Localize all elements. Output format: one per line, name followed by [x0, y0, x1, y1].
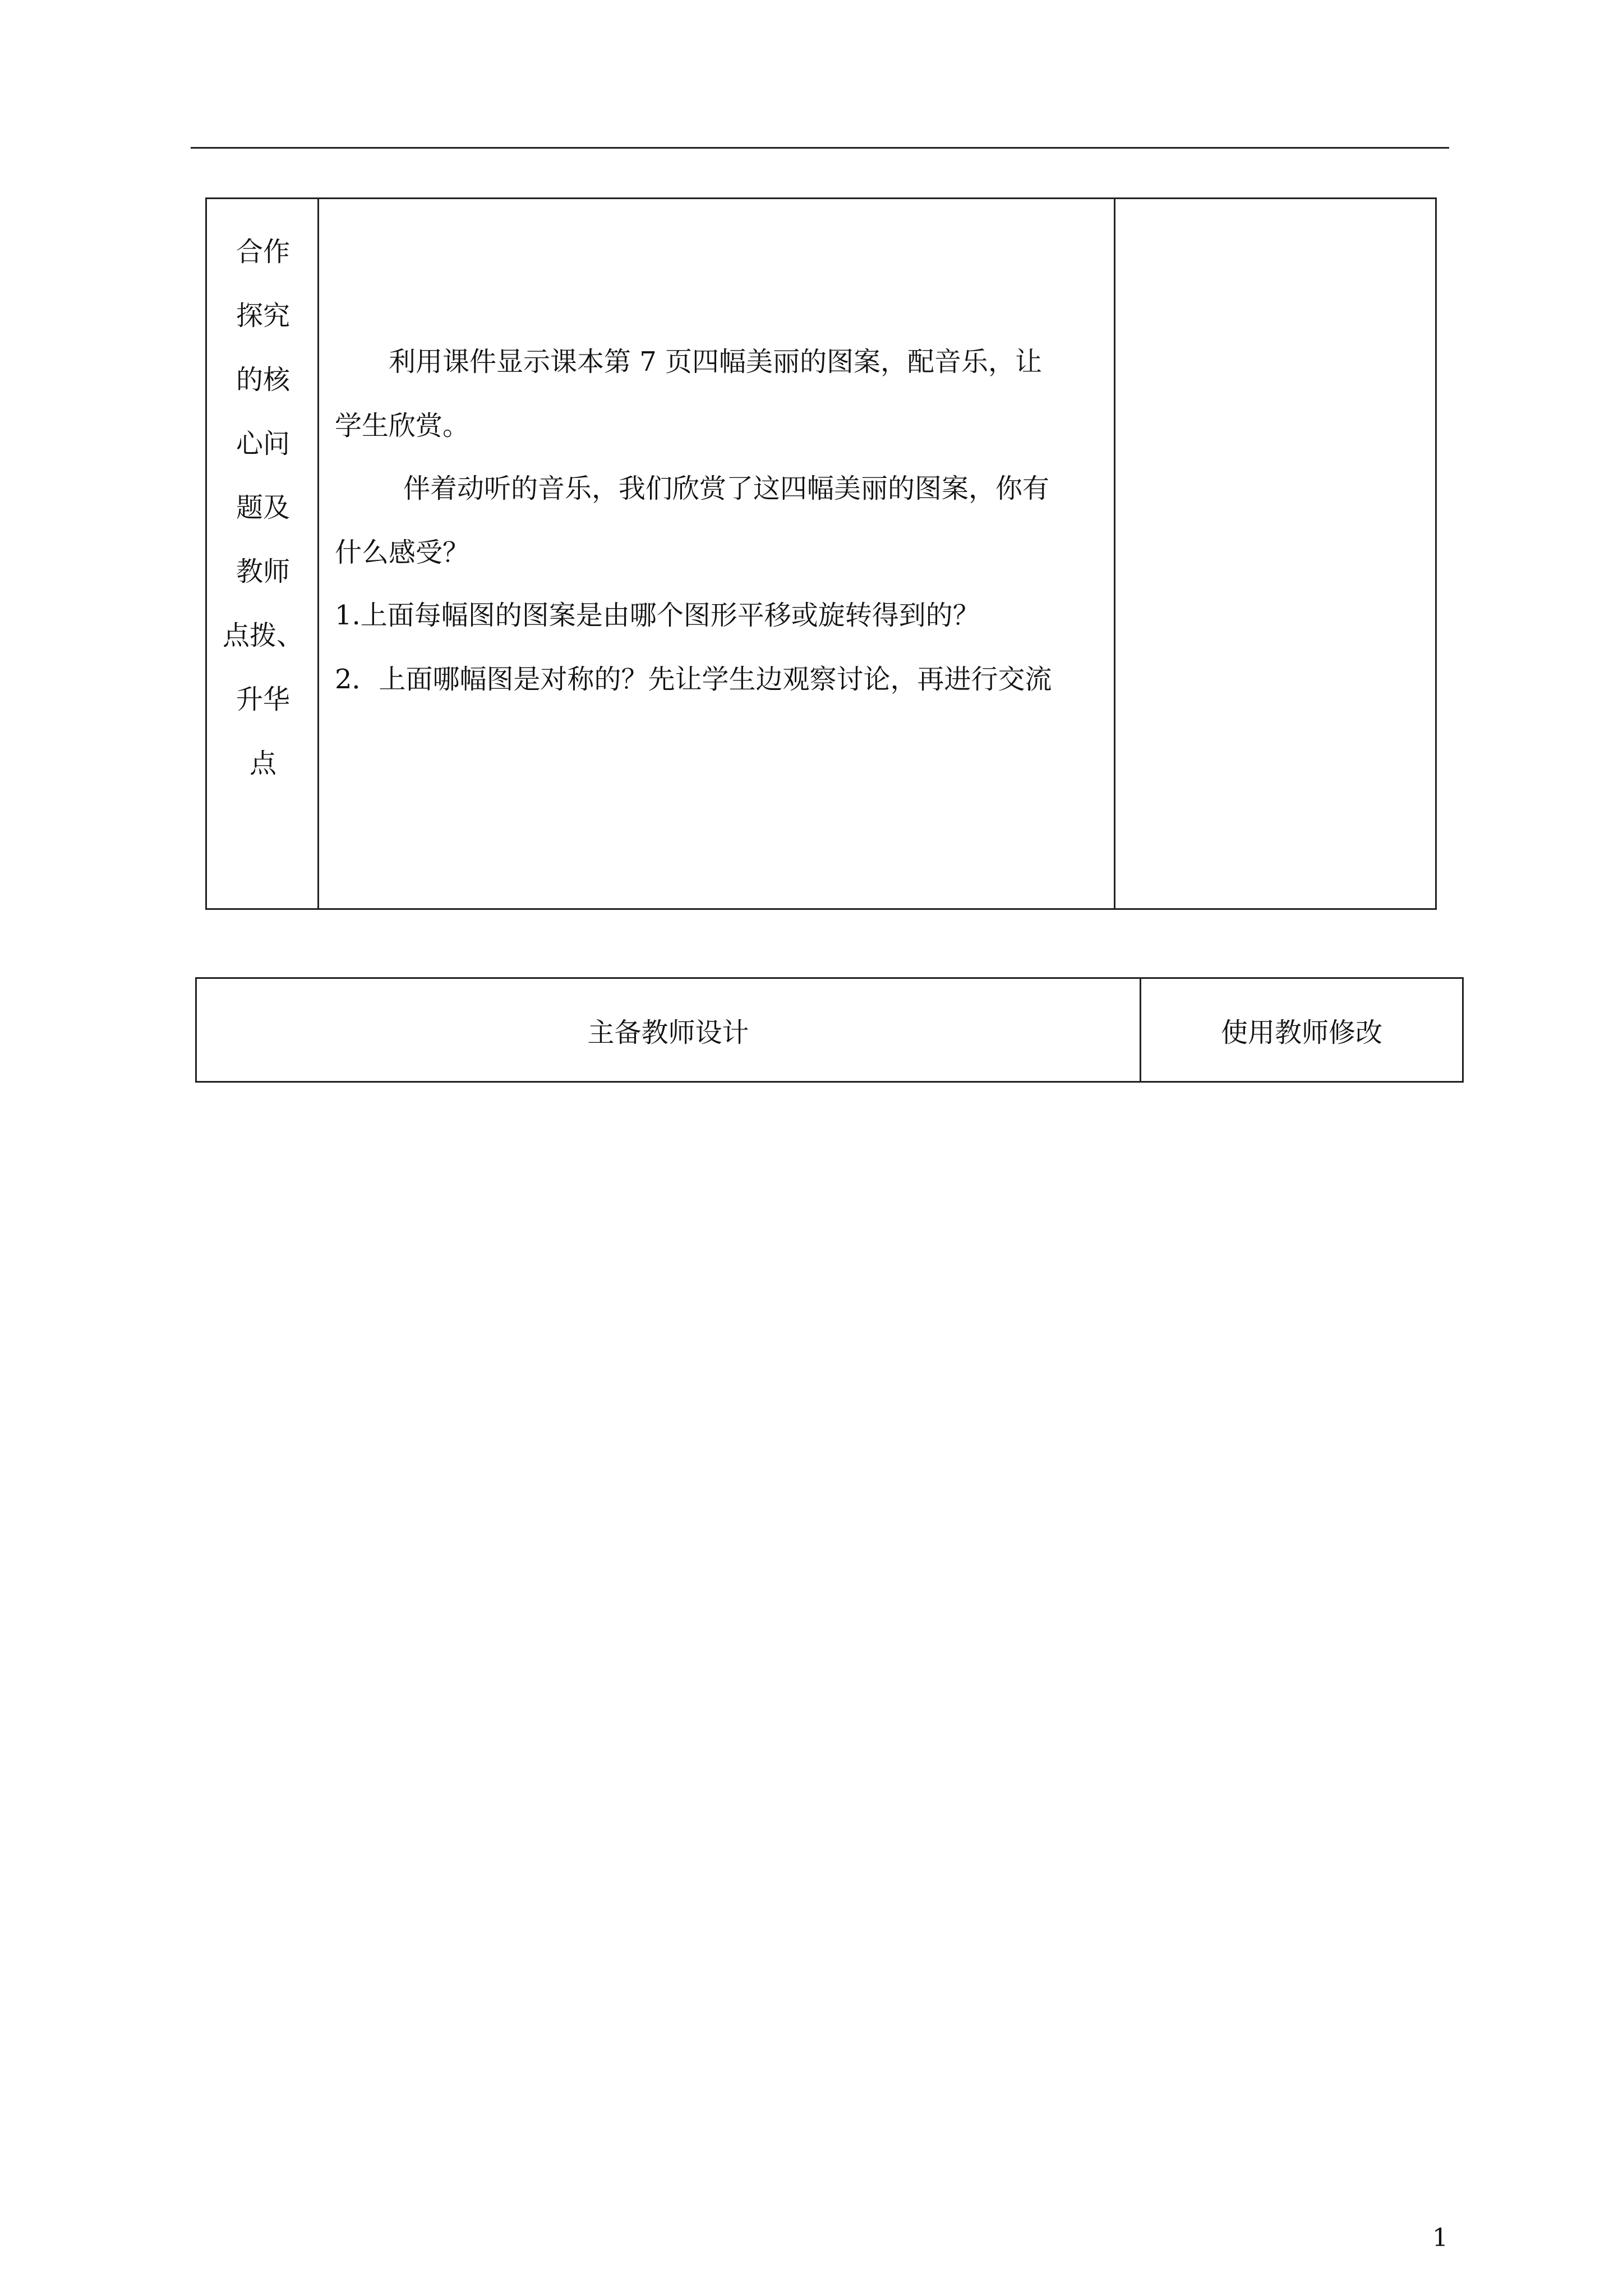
section-label-line: 的核: [236, 364, 290, 395]
content-paragraph: 1.上面每幅图的图案是由哪个图形平移或旋转得到的？: [335, 600, 980, 631]
lesson-table: [205, 197, 1437, 910]
section-label-line: 合作: [236, 236, 290, 268]
content-paragraph: 2．上面哪幅图是对称的？先让学生边观察讨论，再进行交流: [335, 664, 1052, 695]
content-cell: [319, 199, 1115, 908]
design-header-table: [195, 977, 1464, 1083]
header-rule: [191, 147, 1449, 149]
section-label-line: 教师: [236, 556, 290, 587]
section-label-line: 探究: [236, 300, 290, 332]
section-label-line: 点: [249, 748, 276, 779]
section-label-line: 心问: [236, 428, 290, 459]
content-paragraph: 伴着动听的音乐，我们欣赏了这四幅美丽的图案，你有: [403, 473, 1050, 504]
section-label-cell: [207, 199, 319, 908]
section-label-line: 升华: [236, 684, 290, 715]
section-label-line: 题及: [236, 492, 290, 523]
content-paragraph: 学生欣赏。: [335, 410, 470, 441]
notes-cell: [1115, 199, 1437, 908]
page-number: 1: [1432, 2224, 1448, 2252]
teacher-revision-header: 使用教师修改: [1220, 1016, 1382, 1048]
content-paragraph: 利用课件显示课本第 7 页四幅美丽的图案，配音乐，让: [389, 346, 1043, 378]
lead-teacher-design-header: 主备教师设计: [197, 979, 1141, 1081]
section-label-line: 点拨、: [222, 620, 303, 651]
content-paragraph: 什么感受？: [335, 537, 470, 568]
